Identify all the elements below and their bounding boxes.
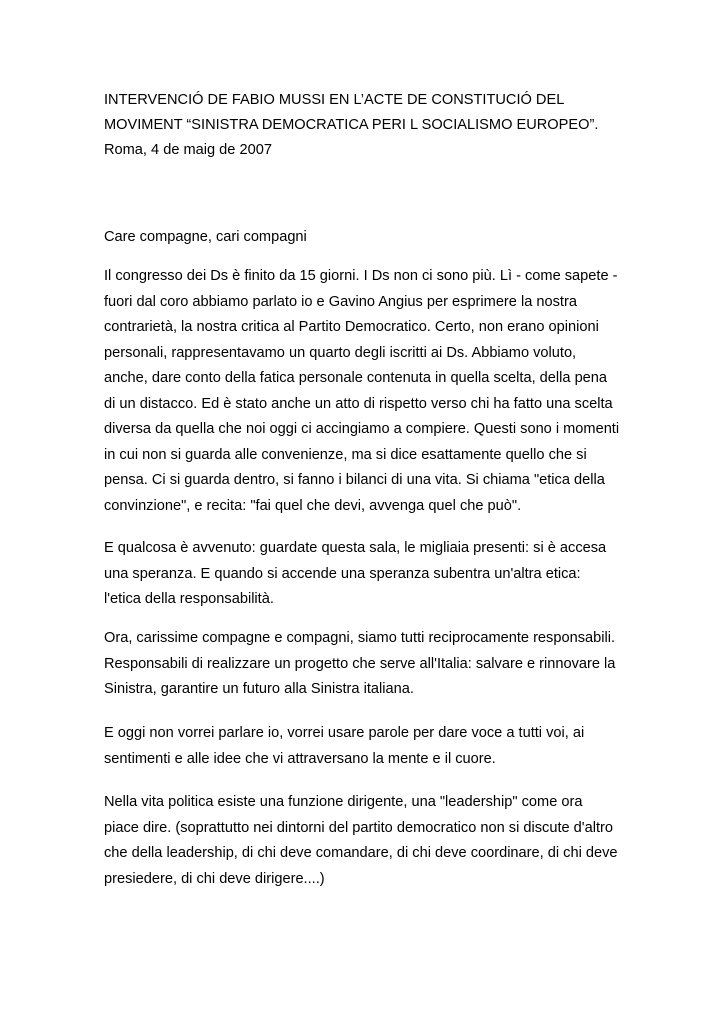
paragraph-line: E qualcosa è avvenuto: guardate questa sala, le migliaia presenti: si è accesa: [104, 540, 607, 556]
paragraph-line: piace dire. (soprattutto nei dintorni del partito democratico non si discute d'altro: [104, 819, 613, 836]
paragraph-line: di un distacco. Ed è stato anche un atto di rispetto verso chi ha fatto una scelta: [104, 395, 613, 412]
paragraph-line: in cui non si guarda alle convenienze, ma si dice esattamente quello che si: [104, 446, 587, 463]
paragraph-1: [104, 264, 644, 519]
paragraph-line: convinzione", e recita: "fai quel che devi, avvenga quel che può".: [104, 497, 522, 514]
document-heading: [104, 88, 644, 163]
heading-date-line: Roma, 4 de maig de 2007: [104, 142, 272, 158]
paragraph-line: fuori dal coro abbiamo parlato io e Gavino Angius per esprimere la nostra: [104, 293, 577, 310]
salutation-line: Care compagne, cari compagni: [104, 229, 307, 245]
paragraph-line: contrarietà, la nostra critica al Partito Democratico. Certo, non erano opinioni: [104, 319, 599, 335]
paragraph-line: che della leadership, di chi deve comandare, di chi deve coordinare, di chi deve: [104, 845, 618, 861]
paragraph-line: Ora, carissime compagne e compagni, siamo tutti reciprocamente responsabili.: [104, 630, 616, 646]
paragraph-line: sentimenti e alle idee che vi attraversano la mente e il cuore.: [104, 750, 496, 767]
heading-line: INTERVENCIÓ DE FABIO MUSSI EN L’ACTE DE CONSTITUCIÓ DEL: [104, 92, 565, 108]
paragraph-line: Sinistra, garantire un futuro alla Sinistra italiana.: [104, 681, 414, 697]
paragraph-line: pensa. Ci si guarda dentro, si fanno i bilanci di una vita. Si chiama "etica della: [104, 472, 605, 488]
paragraph-5: [104, 790, 644, 892]
paragraph-line: personali, rappresentavamo un quarto degli iscritti ai Ds. Abbiamo voluto,: [104, 344, 577, 361]
paragraph-line: E oggi non vorrei parlare io, vorrei usare parole per dare voce a tutti voi, ai: [104, 725, 585, 741]
heading-line: MOVIMENT “SINISTRA DEMOCRATICA PERI L SOCIALISMO EUROPEO”.: [104, 117, 599, 133]
paragraph-line: l'etica della responsabilità.: [104, 591, 274, 607]
paragraph-line: presiedere, di chi deve dirigere....): [104, 870, 325, 887]
paragraph-2: [104, 536, 644, 613]
paragraph-line: Nella vita politica esiste una funzione dirigente, una "leadership" come ora: [104, 794, 583, 810]
paragraph-line: diversa da quella che noi oggi ci accingiamo a compiere. Questi sono i momenti: [104, 421, 620, 437]
paragraph-line: Responsabili di realizzare un progetto che serve all'Italia: salvare e rinnovare la: [104, 655, 616, 672]
paragraph-line: Il congresso dei Ds è finito da 15 giorni. I Ds non ci sono più. Lì - come sapete -: [104, 268, 618, 284]
paragraph-line: una speranza. E quando si accende una speranza subentra un'altra etica:: [104, 565, 581, 582]
paragraph-line: anche, dare conto della fatica personale contenuta in quella scelta, della pena: [104, 370, 608, 386]
paragraph-4: [104, 721, 644, 772]
paragraph-3: [104, 626, 644, 703]
salutation: [104, 225, 644, 251]
